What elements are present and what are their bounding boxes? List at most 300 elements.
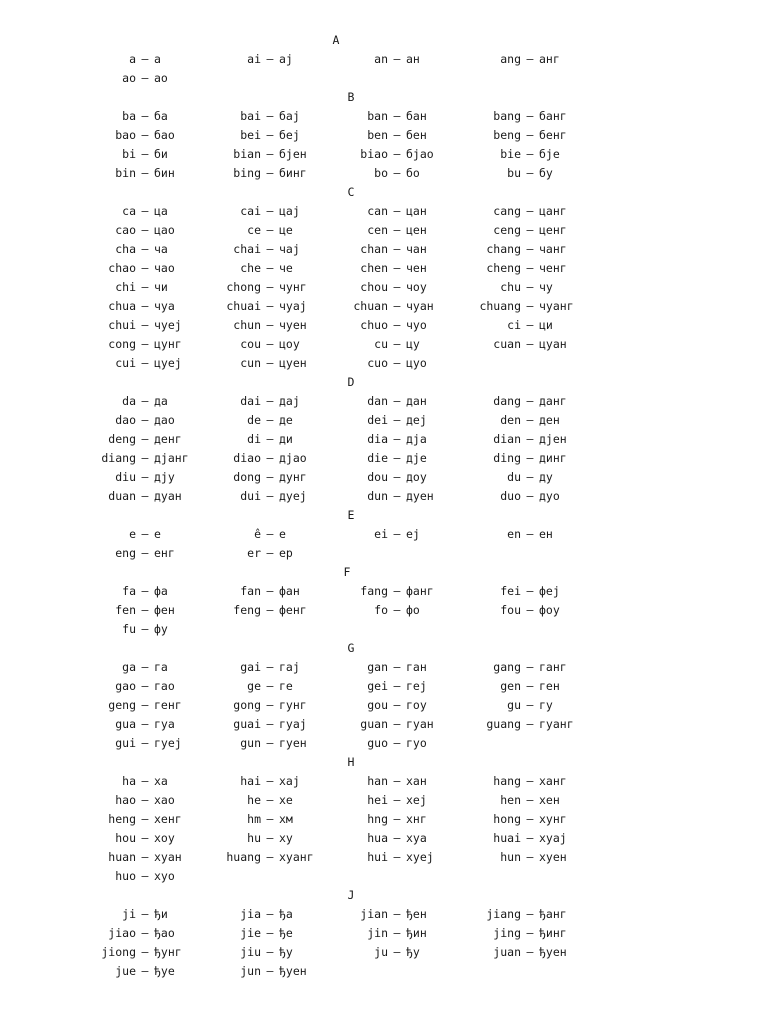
latin-syllable: jiu (240, 945, 261, 959)
cyrillic-syllable: хуен (539, 850, 567, 864)
latin-syllable: ba (122, 109, 136, 123)
dash-separator: – (393, 52, 401, 66)
entry (328, 470, 468, 484)
dash-separator: – (526, 679, 534, 693)
latin-syllable: jie (240, 926, 261, 940)
entry (76, 242, 216, 256)
latin-syllable: cong (108, 337, 136, 351)
latin-syllable: deng (108, 432, 136, 446)
cyrillic-syllable: цанг (539, 204, 567, 218)
latin-syllable: en (507, 527, 521, 541)
entry (328, 679, 468, 693)
entry (76, 831, 216, 845)
dash-separator: – (526, 413, 534, 427)
latin-syllable: bai (240, 109, 261, 123)
cyrillic-syllable: ђу (279, 945, 293, 959)
cyrillic-syllable: феј (539, 584, 560, 598)
entry (76, 850, 216, 864)
dash-separator: – (266, 299, 274, 313)
cyrillic-syllable: дао (154, 413, 175, 427)
dash-separator: – (393, 926, 401, 940)
cyrillic-syllable: хен (539, 793, 560, 807)
dash-separator: – (393, 945, 401, 959)
latin-syllable: fo (374, 603, 388, 617)
latin-syllable: bi (122, 147, 136, 161)
dash-separator: – (266, 394, 274, 408)
cyrillic-syllable: цуен (279, 356, 307, 370)
latin-syllable: huai (493, 831, 521, 845)
entry (328, 318, 468, 332)
latin-syllable: huang (226, 850, 261, 864)
latin-syllable: fan (240, 584, 261, 598)
dash-separator: – (141, 907, 149, 921)
cyrillic-syllable: ђунг (154, 945, 182, 959)
dash-separator: – (526, 774, 534, 788)
latin-syllable: dian (493, 432, 521, 446)
entry (461, 850, 601, 864)
dash-separator: – (393, 242, 401, 256)
entry (328, 736, 468, 750)
entry (201, 489, 341, 503)
dash-separator: – (266, 52, 274, 66)
dash-separator: – (141, 698, 149, 712)
dash-separator: – (526, 603, 534, 617)
dash-separator: – (266, 470, 274, 484)
cyrillic-syllable: дај (279, 394, 300, 408)
cyrillic-syllable: хенг (154, 812, 182, 826)
latin-syllable: ben (367, 128, 388, 142)
entry (76, 71, 216, 85)
latin-syllable: dang (493, 394, 521, 408)
latin-syllable: hai (240, 774, 261, 788)
entry (76, 736, 216, 750)
latin-syllable: hm (247, 812, 261, 826)
dash-separator: – (141, 109, 149, 123)
cyrillic-syllable: ха (154, 774, 168, 788)
cyrillic-syllable: енг (154, 546, 175, 560)
dash-separator: – (141, 622, 149, 636)
cyrillic-syllable: данг (539, 394, 567, 408)
latin-syllable: die (367, 451, 388, 465)
entry (461, 109, 601, 123)
cyrillic-syllable: хе (279, 793, 293, 807)
entry (76, 299, 216, 313)
latin-syllable: can (367, 204, 388, 218)
latin-syllable: chuo (360, 318, 388, 332)
dash-separator: – (266, 489, 274, 503)
dash-separator: – (141, 850, 149, 864)
dash-separator: – (526, 907, 534, 921)
latin-syllable: chuai (226, 299, 261, 313)
section-letter: E (347, 508, 355, 522)
cyrillic-syllable: беј (279, 128, 300, 142)
dash-separator: – (266, 717, 274, 731)
dash-separator: – (141, 470, 149, 484)
entry (76, 717, 216, 731)
entry (76, 774, 216, 788)
dash-separator: – (393, 299, 401, 313)
cyrillic-syllable: цуо (406, 356, 427, 370)
latin-syllable: hui (367, 850, 388, 864)
cyrillic-syllable: гуан (406, 717, 434, 731)
cyrillic-syllable: хај (279, 774, 300, 788)
latin-syllable: fou (500, 603, 521, 617)
entry (461, 166, 601, 180)
dash-separator: – (266, 736, 274, 750)
cyrillic-syllable: чуеј (154, 318, 182, 332)
dash-separator: – (141, 964, 149, 978)
latin-syllable: gen (500, 679, 521, 693)
cyrillic-syllable: цао (154, 223, 175, 237)
latin-syllable: cha (115, 242, 136, 256)
cyrillic-syllable: чао (154, 261, 175, 275)
latin-syllable: jun (240, 964, 261, 978)
cyrillic-syllable: ђин (406, 926, 427, 940)
section-letter: C (347, 185, 355, 199)
dash-separator: – (526, 489, 534, 503)
cyrillic-syllable: фоу (539, 603, 560, 617)
latin-syllable: huo (115, 869, 136, 883)
entry (76, 280, 216, 294)
dash-separator: – (266, 926, 274, 940)
dash-separator: – (141, 451, 149, 465)
latin-syllable: jiong (101, 945, 136, 959)
cyrillic-syllable: га (154, 660, 168, 674)
cyrillic-syllable: цај (279, 204, 300, 218)
entry (201, 793, 341, 807)
dash-separator: – (266, 603, 274, 617)
entry (76, 318, 216, 332)
cyrillic-syllable: ђа (279, 907, 293, 921)
dash-separator: – (526, 698, 534, 712)
cyrillic-syllable: ен (539, 527, 553, 541)
cyrillic-syllable: хунг (539, 812, 567, 826)
dash-separator: – (526, 926, 534, 940)
latin-syllable: chao (108, 261, 136, 275)
cyrillic-syllable: хуеј (406, 850, 434, 864)
entry (76, 128, 216, 142)
latin-syllable: chou (360, 280, 388, 294)
cyrillic-syllable: хуан (154, 850, 182, 864)
entry (201, 128, 341, 142)
latin-syllable: gua (115, 717, 136, 731)
entry (201, 698, 341, 712)
entry (328, 698, 468, 712)
latin-syllable: guang (486, 717, 521, 731)
entry (461, 432, 601, 446)
entry (76, 204, 216, 218)
dash-separator: – (393, 584, 401, 598)
dash-separator: – (141, 128, 149, 142)
dash-separator: – (141, 546, 149, 560)
dash-separator: – (526, 261, 534, 275)
entry (461, 394, 601, 408)
latin-syllable: bao (115, 128, 136, 142)
entry (328, 717, 468, 731)
cyrillic-syllable: дје (406, 451, 427, 465)
dash-separator: – (266, 261, 274, 275)
entry (76, 546, 216, 560)
entry (461, 128, 601, 142)
dash-separator: – (526, 793, 534, 807)
dash-separator: – (266, 584, 274, 598)
cyrillic-syllable: чуен (279, 318, 307, 332)
latin-syllable: dui (240, 489, 261, 503)
entry (201, 109, 341, 123)
cyrillic-syllable: ђуен (279, 964, 307, 978)
entry (201, 356, 341, 370)
latin-syllable: bo (374, 166, 388, 180)
cyrillic-syllable: чуанг (539, 299, 574, 313)
entry (201, 831, 341, 845)
cyrillic-syllable: динг (539, 451, 567, 465)
cyrillic-syllable: цан (406, 204, 427, 218)
cyrillic-syllable: ген (539, 679, 560, 693)
cyrillic-syllable: чанг (539, 242, 567, 256)
cyrillic-syllable: фа (154, 584, 168, 598)
dash-separator: – (141, 489, 149, 503)
section-letter: A (332, 33, 340, 47)
dash-separator: – (141, 926, 149, 940)
cyrillic-syllable: дју (154, 470, 175, 484)
latin-syllable: hong (493, 812, 521, 826)
latin-syllable: ao (122, 71, 136, 85)
dash-separator: – (393, 204, 401, 218)
dash-separator: – (266, 698, 274, 712)
dash-separator: – (526, 527, 534, 541)
cyrillic-syllable: цоу (279, 337, 300, 351)
dash-separator: – (393, 831, 401, 845)
dash-separator: – (393, 223, 401, 237)
dash-separator: – (266, 907, 274, 921)
entry (328, 413, 468, 427)
dash-separator: – (393, 603, 401, 617)
entry (328, 299, 468, 313)
cyrillic-syllable: гуеј (154, 736, 182, 750)
latin-syllable: chan (360, 242, 388, 256)
latin-syllable: cu (374, 337, 388, 351)
dash-separator: – (266, 527, 274, 541)
entry (461, 470, 601, 484)
latin-syllable: ding (493, 451, 521, 465)
cyrillic-syllable: бен (406, 128, 427, 142)
latin-syllable: fu (122, 622, 136, 636)
latin-syllable: chi (115, 280, 136, 294)
cyrillic-syllable: чуан (406, 299, 434, 313)
entry (201, 413, 341, 427)
entry (328, 128, 468, 142)
dash-separator: – (393, 812, 401, 826)
latin-syllable: chong (226, 280, 261, 294)
entry (76, 147, 216, 161)
cyrillic-syllable: геј (406, 679, 427, 693)
dash-separator: – (141, 831, 149, 845)
cyrillic-syllable: гоу (406, 698, 427, 712)
dash-separator: – (266, 242, 274, 256)
entry (76, 869, 216, 883)
cyrillic-syllable: бин (154, 166, 175, 180)
section-letter: F (343, 565, 351, 579)
cyrillic-syllable: гуо (406, 736, 427, 750)
cyrillic-syllable: денг (154, 432, 182, 446)
entry (76, 337, 216, 351)
latin-syllable: gan (367, 660, 388, 674)
cyrillic-syllable: цуеј (154, 356, 182, 370)
entry (461, 926, 601, 940)
dash-separator: – (266, 166, 274, 180)
cyrillic-syllable: чен (406, 261, 427, 275)
entry (461, 679, 601, 693)
cyrillic-syllable: хуа (406, 831, 427, 845)
dash-separator: – (526, 109, 534, 123)
latin-syllable: dei (367, 413, 388, 427)
latin-syllable: ce (247, 223, 261, 237)
cyrillic-syllable: ча (154, 242, 168, 256)
entry (328, 223, 468, 237)
latin-syllable: jin (367, 926, 388, 940)
entry (201, 337, 341, 351)
entry (76, 394, 216, 408)
entry (201, 926, 341, 940)
entry (76, 413, 216, 427)
dash-separator: – (526, 128, 534, 142)
dash-separator: – (141, 869, 149, 883)
dash-separator: – (266, 774, 274, 788)
entry (76, 432, 216, 446)
cyrillic-syllable: бо (406, 166, 420, 180)
dash-separator: – (526, 147, 534, 161)
dash-separator: – (393, 166, 401, 180)
dash-separator: – (393, 774, 401, 788)
dash-separator: – (393, 850, 401, 864)
cyrillic-syllable: цу (406, 337, 420, 351)
entry (201, 945, 341, 959)
latin-syllable: bu (507, 166, 521, 180)
latin-syllable: cui (115, 356, 136, 370)
entry (461, 280, 601, 294)
latin-syllable: e (129, 527, 136, 541)
dash-separator: – (266, 793, 274, 807)
cyrillic-syllable: фан (279, 584, 300, 598)
entry (461, 907, 601, 921)
section-letter: G (347, 641, 355, 655)
entry (461, 318, 601, 332)
entry (461, 527, 601, 541)
entry (201, 717, 341, 731)
dash-separator: – (266, 318, 274, 332)
entry (328, 52, 468, 66)
latin-syllable: ha (122, 774, 136, 788)
cyrillic-syllable: дан (406, 394, 427, 408)
latin-syllable: dan (367, 394, 388, 408)
latin-syllable: beng (493, 128, 521, 142)
dash-separator: – (393, 318, 401, 332)
dash-separator: – (141, 356, 149, 370)
latin-syllable: cun (240, 356, 261, 370)
dash-separator: – (141, 945, 149, 959)
entry (328, 356, 468, 370)
latin-syllable: er (247, 546, 261, 560)
dash-separator: – (141, 204, 149, 218)
entry (328, 907, 468, 921)
entry (328, 660, 468, 674)
latin-syllable: hang (493, 774, 521, 788)
cyrillic-syllable: ди (279, 432, 293, 446)
dash-separator: – (266, 280, 274, 294)
dash-separator: – (141, 242, 149, 256)
entry (76, 964, 216, 978)
dash-separator: – (141, 660, 149, 674)
dash-separator: – (266, 432, 274, 446)
cyrillic-syllable: дунг (279, 470, 307, 484)
cyrillic-syllable: чу (539, 280, 553, 294)
latin-syllable: den (500, 413, 521, 427)
latin-syllable: ge (247, 679, 261, 693)
cyrillic-syllable: гуај (279, 717, 307, 731)
cyrillic-syllable: доу (406, 470, 427, 484)
latin-syllable: eng (115, 546, 136, 560)
cyrillic-syllable: ђао (154, 926, 175, 940)
latin-syllable: ji (122, 907, 136, 921)
dash-separator: – (393, 698, 401, 712)
entry (76, 356, 216, 370)
cyrillic-syllable: гуа (154, 717, 175, 731)
entry (76, 166, 216, 180)
entry (201, 242, 341, 256)
dash-separator: – (141, 299, 149, 313)
dash-separator: – (393, 337, 401, 351)
entry (201, 318, 341, 332)
dash-separator: – (526, 280, 534, 294)
cyrillic-syllable: ци (539, 318, 553, 332)
latin-syllable: hou (115, 831, 136, 845)
dash-separator: – (141, 52, 149, 66)
cyrillic-syllable: це (279, 223, 293, 237)
dash-separator: – (393, 679, 401, 693)
entry (201, 812, 341, 826)
dash-separator: – (526, 660, 534, 674)
latin-syllable: cao (115, 223, 136, 237)
latin-syllable: hei (367, 793, 388, 807)
cyrillic-syllable: цен (406, 223, 427, 237)
cyrillic-syllable: ђен (406, 907, 427, 921)
latin-syllable: chang (486, 242, 521, 256)
dash-separator: – (141, 527, 149, 541)
entry (461, 242, 601, 256)
entry (76, 223, 216, 237)
cyrillic-syllable: ба (154, 109, 168, 123)
dash-separator: – (526, 945, 534, 959)
latin-syllable: fang (360, 584, 388, 598)
dash-separator: – (141, 318, 149, 332)
latin-syllable: chun (233, 318, 261, 332)
entry (201, 850, 341, 864)
entry (328, 337, 468, 351)
dash-separator: – (393, 413, 401, 427)
latin-syllable: cou (240, 337, 261, 351)
latin-syllable: gun (240, 736, 261, 750)
latin-syllable: feng (233, 603, 261, 617)
latin-syllable: bie (500, 147, 521, 161)
cyrillic-syllable: еј (406, 527, 420, 541)
cyrillic-syllable: хоу (154, 831, 175, 845)
dash-separator: – (141, 337, 149, 351)
entry (201, 451, 341, 465)
entry (201, 546, 341, 560)
entry (201, 147, 341, 161)
entry (461, 831, 601, 845)
dash-separator: – (393, 147, 401, 161)
